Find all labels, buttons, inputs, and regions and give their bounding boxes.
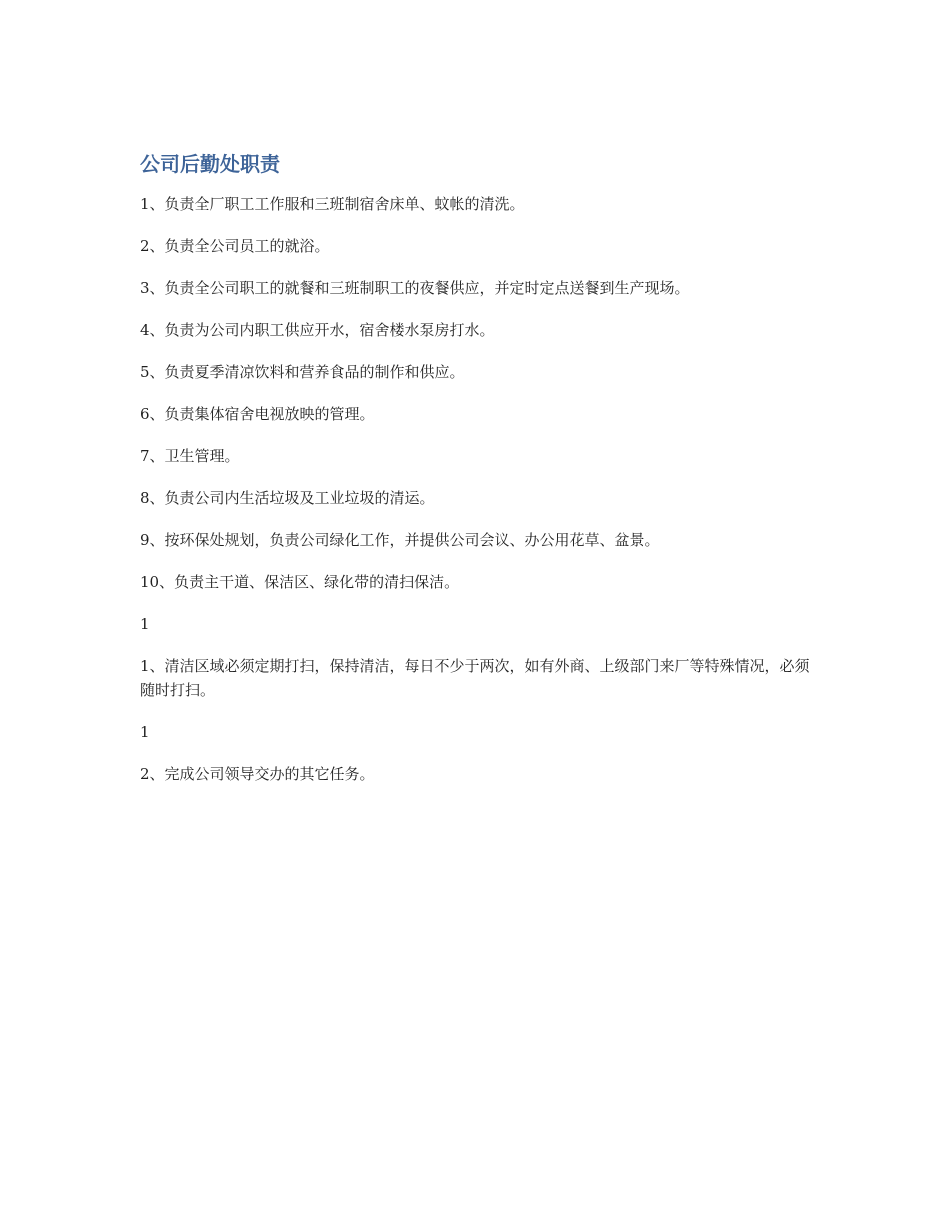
duty-item-9: 9、按环保处规划，负责公司绿化工作，并提供公司会议、办公用花草、盆景。	[140, 531, 660, 549]
sub-heading-number: 1	[140, 615, 150, 633]
sub-item-1: 1、清洁区域必须定期打扫，保持清洁，每日不少于两次，如有外商、上级部门来厂等特殊情况，必须随时打扫。	[140, 657, 810, 699]
duty-item-1: 1、负责全厂职工工作服和三班制宿舍床单、蚊帐的清洗。	[140, 195, 525, 213]
duty-item-4: 4、负责为公司内职工供应开水，宿舍楼水泵房打水。	[140, 321, 495, 339]
duty-item-8: 8、负责公司内生活垃圾及工业垃圾的清运。	[140, 489, 435, 507]
duty-item-2: 2、负责全公司员工的就浴。	[140, 237, 330, 255]
sub-heading-number: 1	[140, 723, 150, 741]
document-body	[140, 150, 810, 804]
duty-item-5: 5、负责夏季清凉饮料和营养食品的制作和供应。	[140, 363, 465, 381]
sub-item-2: 2、完成公司领导交办的其它任务。	[140, 765, 375, 783]
duty-item-7: 7、卫生管理。	[140, 447, 240, 465]
document-title: 公司后勤处职责	[140, 152, 280, 176]
duty-item-10: 10、负责主干道、保洁区、绿化带的清扫保洁。	[140, 573, 460, 591]
duty-item-6: 6、负责集体宿舍电视放映的管理。	[140, 405, 375, 423]
duty-item-3: 3、负责全公司职工的就餐和三班制职工的夜餐供应，并定时定点送餐到生产现场。	[140, 279, 690, 297]
